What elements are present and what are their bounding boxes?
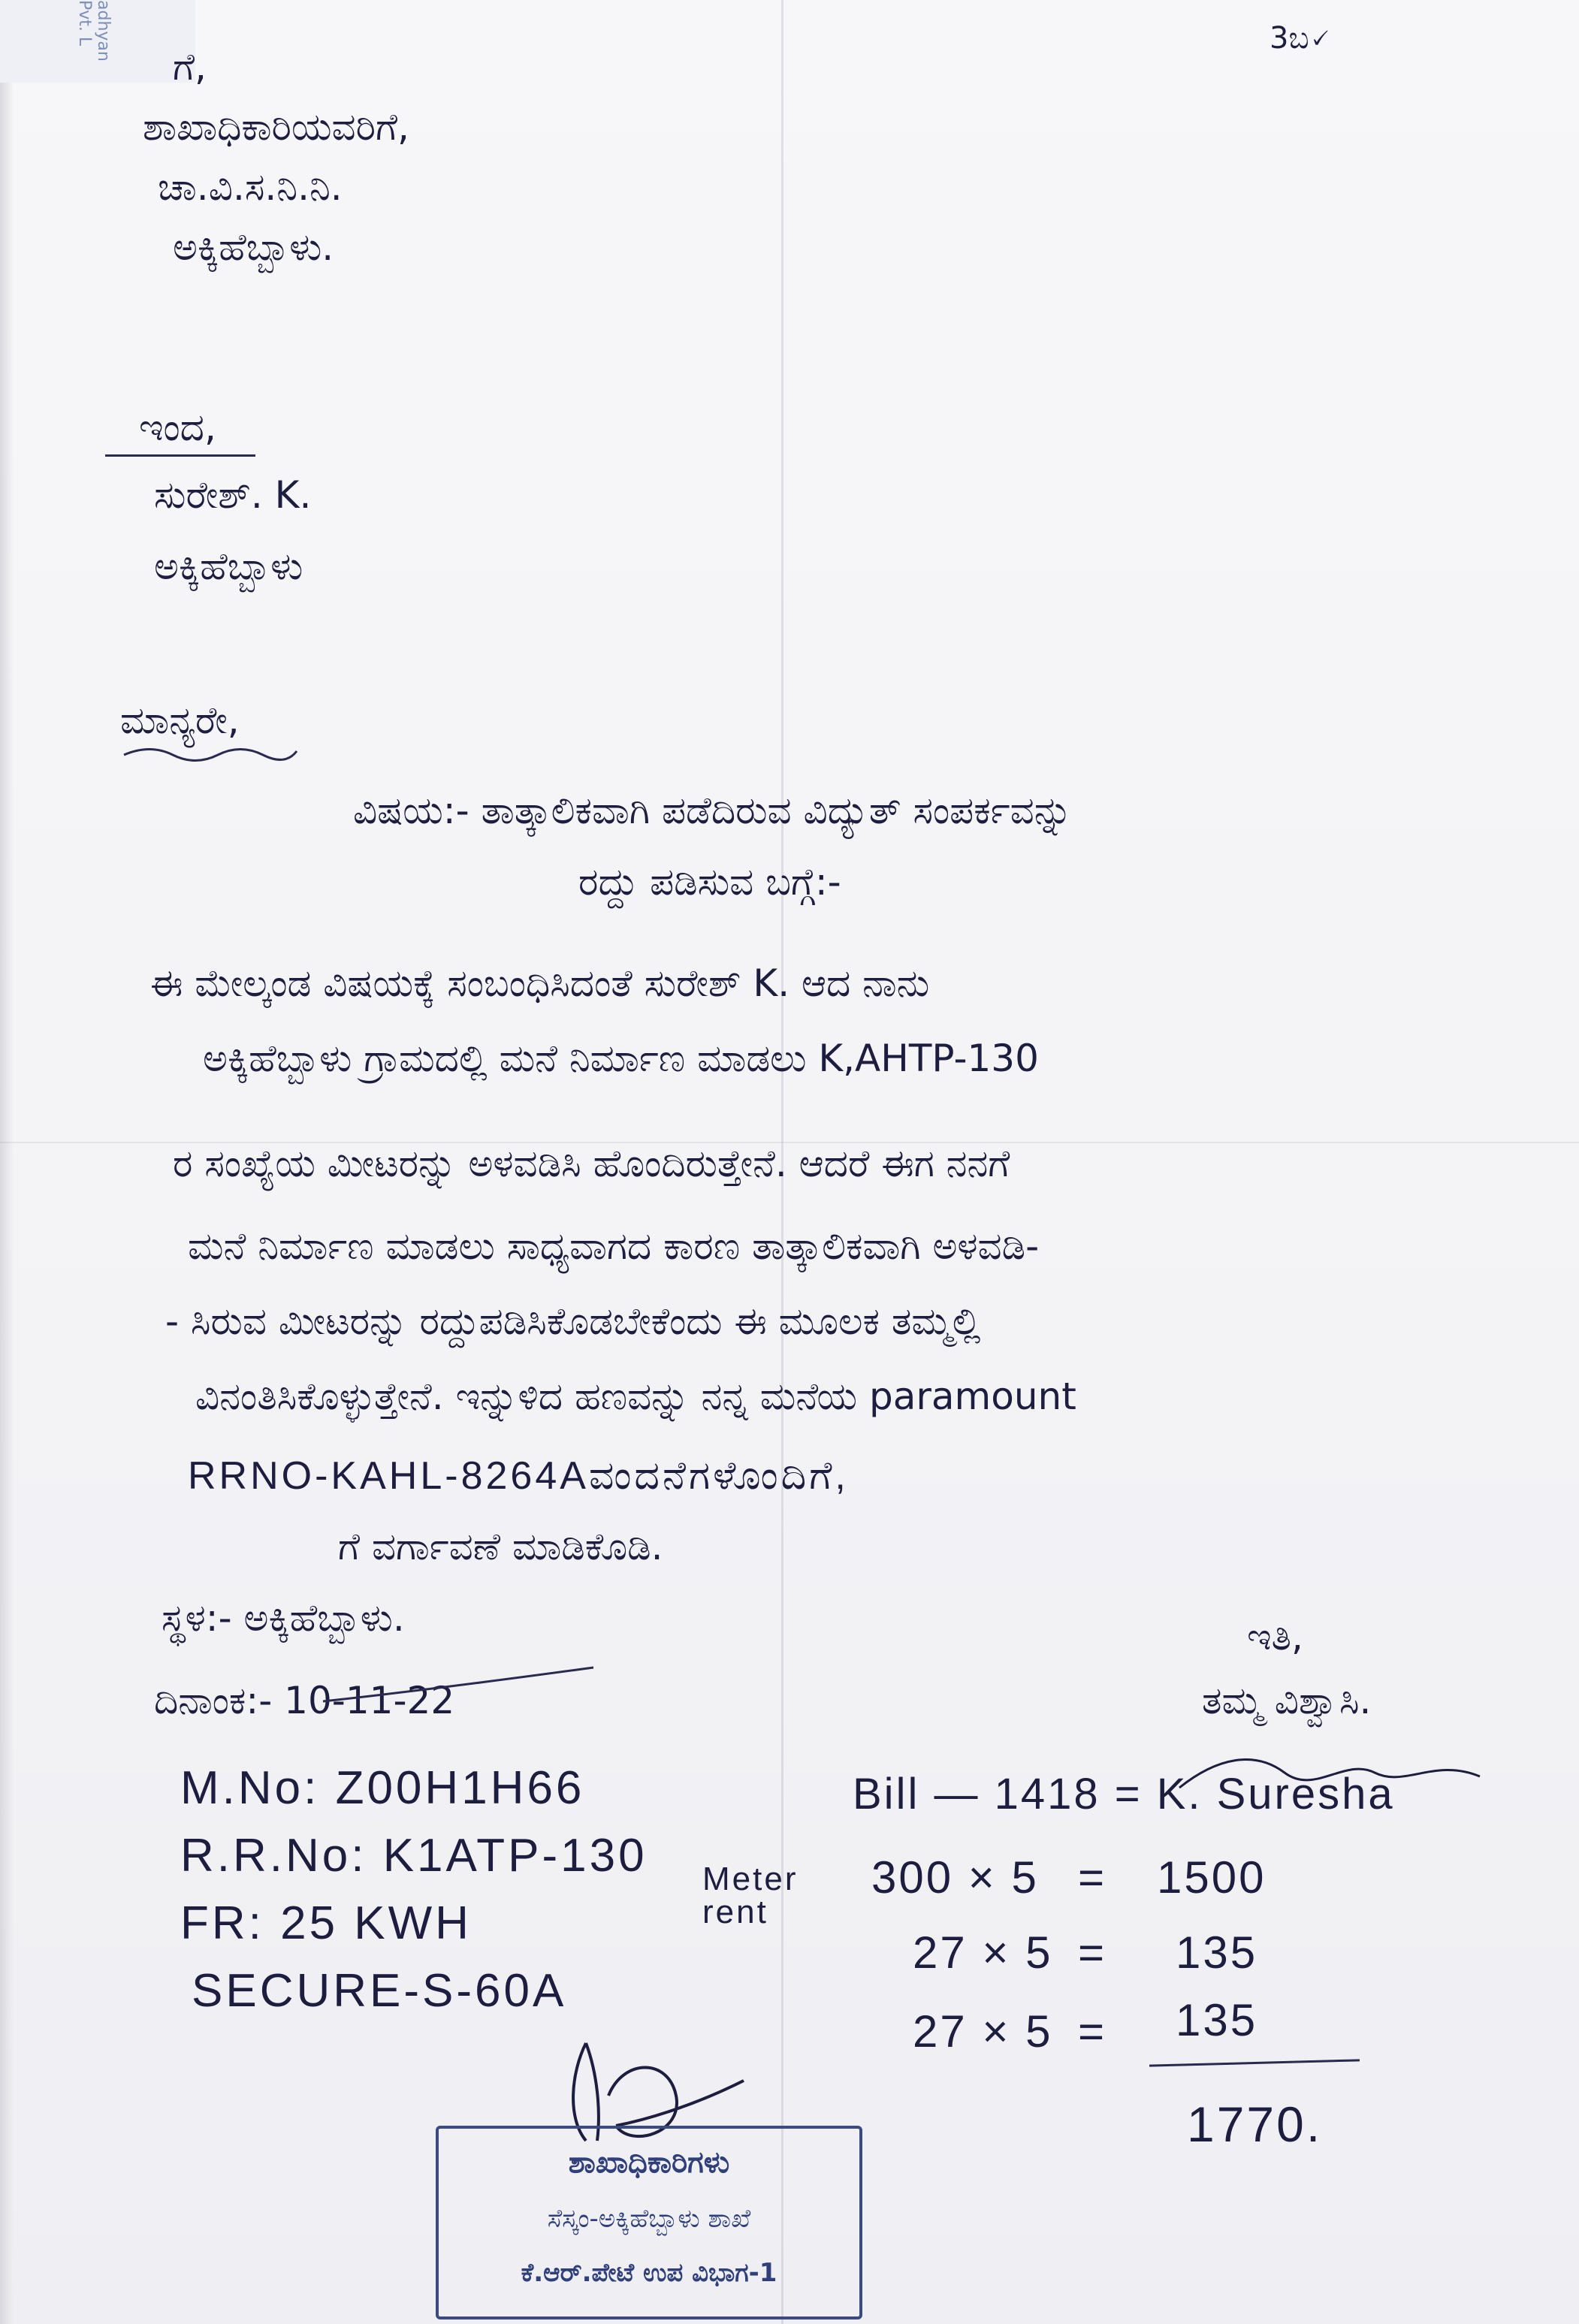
- bill-row-expr: 27 × 5: [913, 2006, 1053, 2057]
- body-line-2: ಅಕ್ಕಿಹೆಬ್ಬಾಳು ಗ್ರಾಮದಲ್ಲಿ ಮನೆ ನಿರ್ಮಾಣ ಮಾಡಲು K,AHTP-130: [203, 1037, 1039, 1080]
- from-name: ಸುರೇಶ್. K.: [154, 473, 312, 517]
- from-label-underline: [105, 454, 255, 457]
- fr-reading: FR: 25 KWH: [180, 1897, 472, 1949]
- bill-row-equals: =: [1078, 1927, 1107, 1978]
- to-salutation: ಗೆ,: [173, 45, 207, 89]
- stamp-line-1: ಶಾಖಾಧಿಕಾರಿಗಳು: [568, 2145, 730, 2180]
- stamp-line-2: ಸೆಸ್ಕಂ-ಅಕ್ಕಿಹೆಬ್ಬಾಳು ಶಾಖೆ: [547, 2204, 751, 2234]
- page-edge-shadow: [0, 0, 14, 2324]
- place-label: ಸ್ಥಳ:- ಅಕ್ಕಿಹೆಬ್ಬಾಳು.: [162, 1596, 405, 1640]
- bill-row-value: 135: [1176, 1927, 1258, 1978]
- bill-row-expr: 300 × 5: [871, 1852, 1039, 1903]
- meter-model: SECURE-S-60A: [192, 1965, 567, 2017]
- to-line-1: ಶಾಖಾಧಿಕಾರಿಯವರಿಗೆ,: [143, 105, 409, 149]
- bill-row-value: 1500: [1157, 1852, 1267, 1903]
- office-stamp: [436, 2126, 862, 2319]
- sign-off-line-2: ತಮ್ಮ ವಿಶ್ವಾಸಿ.: [1202, 1679, 1372, 1722]
- torn-corner-scrap: [0, 0, 195, 83]
- bill-row-expr: 27 × 5: [913, 1927, 1053, 1978]
- applicant-signature: [1172, 1743, 1487, 1803]
- date-underline-flourish: [315, 1660, 601, 1713]
- body-line-7: RRNO-KAHL-8264Aವಂದನೆಗಳೊಂದಿಗೆ,: [188, 1454, 849, 1498]
- meter-number: M.No: Z00H1H66: [180, 1762, 585, 1814]
- bill-row-value: 135: [1176, 1995, 1258, 2045]
- to-line-3: ಅಕ್ಕಿಹೆಬ್ಬಾಳು.: [173, 225, 334, 269]
- subject-line-2: ರದ್ದು ಪಡಿಸುವ ಬಗ್ಗೆ:-: [578, 860, 841, 904]
- body-line-8: ಗೆ ವರ್ಗಾವಣೆ ಮಾಡಿಕೊಡಿ.: [338, 1525, 663, 1568]
- bill-row-equals: =: [1078, 1852, 1107, 1903]
- body-line-5: - ಸಿರುವ ಮೀಟರನ್ನು ರದ್ದುಪಡಿಸಿಕೊಡಬೇಕೆಂದು ಈ ಮೂಲಕ ತಮ್ಮಲ್ಲಿ: [165, 1299, 981, 1343]
- bill-header: Bill — 1418 = K. Suresha: [853, 1770, 1395, 1818]
- corner-scrap-text: adhyan Pvt. L: [75, 0, 113, 62]
- body-line-6: ವಿನಂತಿಸಿಕೊಳ್ಳುತ್ತೇನೆ. ಇನ್ನುಳಿದ ಹಣವನ್ನು ನನ್ನ ಮನೆಯ paramount: [195, 1375, 1076, 1418]
- greeting-underline: [120, 736, 300, 766]
- greeting: ಮಾನ್ಯರೇ,: [120, 699, 240, 742]
- body-line-3: ರ ಸಂಖ್ಯೆಯ ಮೀಟರನ್ನು ಅಳವಡಿಸಿ ಹೊಂದಿರುತ್ತೇನೆ. ಆದರೆ ಈಗ ನನಗೆ: [173, 1142, 1010, 1185]
- from-label: ಇಂದ,: [139, 406, 216, 449]
- date-label: ದಿನಾಂಕ:- 10-11-22: [154, 1679, 455, 1722]
- total-rule: [1149, 2059, 1360, 2066]
- body-line-1: ಈ ಮೇಲ್ಕಂಡ ವಿಷಯಕ್ಕೆ ಸಂಬಂಧಿಸಿದಂತೆ ಸುರೇಶ್ K. ಆದ ನಾನು: [150, 961, 930, 1005]
- top-right-mark: 3ಬ🗸: [1270, 21, 1330, 56]
- bill-total: 1770.: [1187, 2096, 1323, 2152]
- to-line-2: ಚಾ.ವಿ.ಸ.ನಿ.ನಿ.: [158, 165, 343, 209]
- bill-row-equals: =: [1078, 2006, 1107, 2057]
- subject-line-1: ವಿಷಯ:- ತಾತ್ಕಾಲಿಕವಾಗಿ ಪಡೆದಿರುವ ವಿದ್ಯುತ್ ಸಂಪರ್ಕವನ್ನು: [353, 789, 1073, 832]
- stamp-line-3: ಕೆ.ಆರ್.ಪೇಟೆ ಉಪ ವಿಭಾಗ-1: [521, 2258, 777, 2288]
- meter-rent-label: Meter rent: [702, 1861, 799, 1930]
- rr-number: R.R.No: K1ATP-130: [180, 1830, 648, 1882]
- sign-off-line-1: ಇತಿ,: [1247, 1615, 1303, 1658]
- body-line-4: ಮನೆ ನಿರ್ಮಾಣ ಮಾಡಲು ಸಾಧ್ಯವಾಗದ ಕಾರಣ ತಾತ್ಕಾಲಿಕವಾಗಿ ಅಳವಡಿ-: [188, 1224, 1040, 1268]
- from-place: ಅಕ್ಕಿಹೆಬ್ಬಾಳು: [154, 545, 303, 588]
